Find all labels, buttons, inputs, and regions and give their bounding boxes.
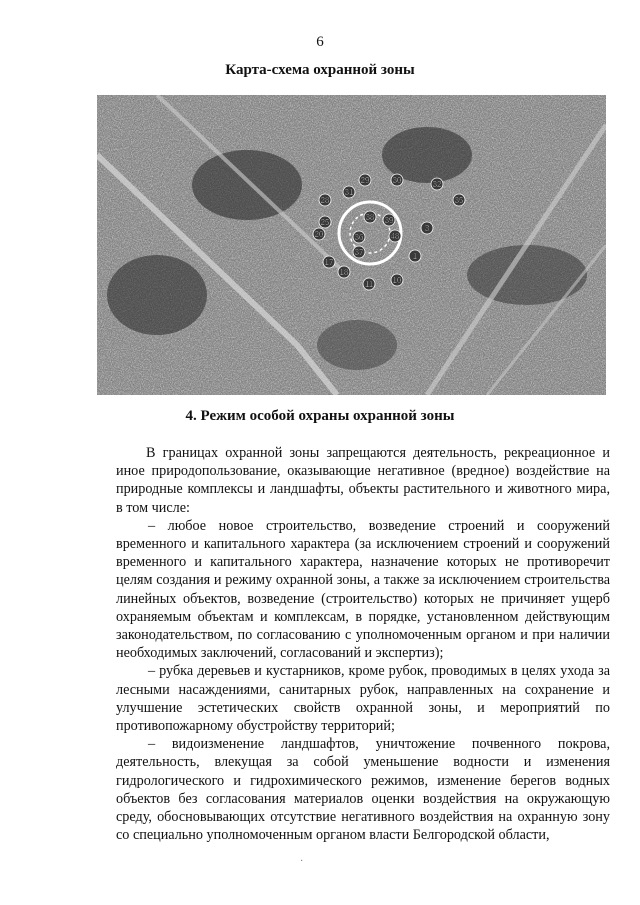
map-point-label: 29: [360, 176, 370, 185]
map-point-label: 37: [354, 248, 364, 257]
map-point-label: 11: [364, 280, 374, 289]
map-point-label: 28: [320, 196, 330, 205]
satellite-map: [97, 95, 606, 395]
map-point-label: 35: [454, 196, 464, 205]
map-point-label: 18: [339, 268, 349, 277]
paragraph-logging: – рубка деревьев и кустарников, кроме рубок, проводимых в целях ухода за лесными насаждениями, санитарных рубок, направленных на сохранение и улучшение эстетических свойств охранной зоны, и мероприятий по противопожарному обустройству территорий;: [116, 663, 610, 735]
map-point-label: 20: [314, 230, 324, 239]
footer-dots: ·: [300, 856, 304, 867]
map-point-label: 1: [412, 252, 418, 261]
map-image: [97, 95, 606, 395]
map-point-label: 48: [390, 232, 400, 241]
paragraph-landscape: – видоизменение ландшафтов, уничтожение почвенного покрова, деятельность, влекущая за собой уменьшение водности и изменения гидрологического и гидрохимического режимов, изменение берегов водных объектов без согласования материалов оценки воздействия на окружающую среду, обосновывающих отсутствие негативного воздействия на охранную зону со специально уполномоченным органом власти Белгородской области,: [116, 736, 610, 844]
map-point-label: 32: [432, 180, 442, 189]
map-point-label: 36: [354, 233, 364, 242]
map-point-label: 25: [320, 218, 330, 227]
map-point-label: 31: [344, 188, 354, 197]
map-point-label: 17: [324, 258, 334, 267]
page-number: 6: [316, 34, 324, 50]
paragraph-construction: – любое новое строительство, возведение строений и сооружений временного и капитального характера (за исключением строений и сооружений временного и капитального характера, назначение которых не противоречит целям создания и режиму охранной зоны, а также за исключением строительства линейных объектов, возведение (строительство) которых не причиняет ущерб охраняемым объектам и комплексам, в порядке, установленном действующим законодательством, по согласованию с уполномоченным органом и при наличии необходимых заключений, согласований и экспертиз);: [116, 517, 610, 662]
section-title: 4. Режим особой охраны охранной зоны: [185, 408, 455, 424]
map-title: Карта-схема охранной зоны: [225, 62, 415, 78]
body-text: [116, 444, 610, 844]
paragraph-intro: В границах охранной зоны запрещаются деятельность, рекреационное и иное природопользование, оказывающие негативное (вредное) воздействие на природные комплексы и ландшафты, объекты растительного и животного мира, в том числе:: [116, 445, 610, 516]
map-point-label: 30: [392, 176, 402, 185]
map-point-label: 38: [365, 213, 375, 222]
map-point-label: 39: [384, 216, 394, 225]
map-point-label: 3: [424, 224, 430, 233]
map-point-label: 10: [392, 276, 402, 285]
